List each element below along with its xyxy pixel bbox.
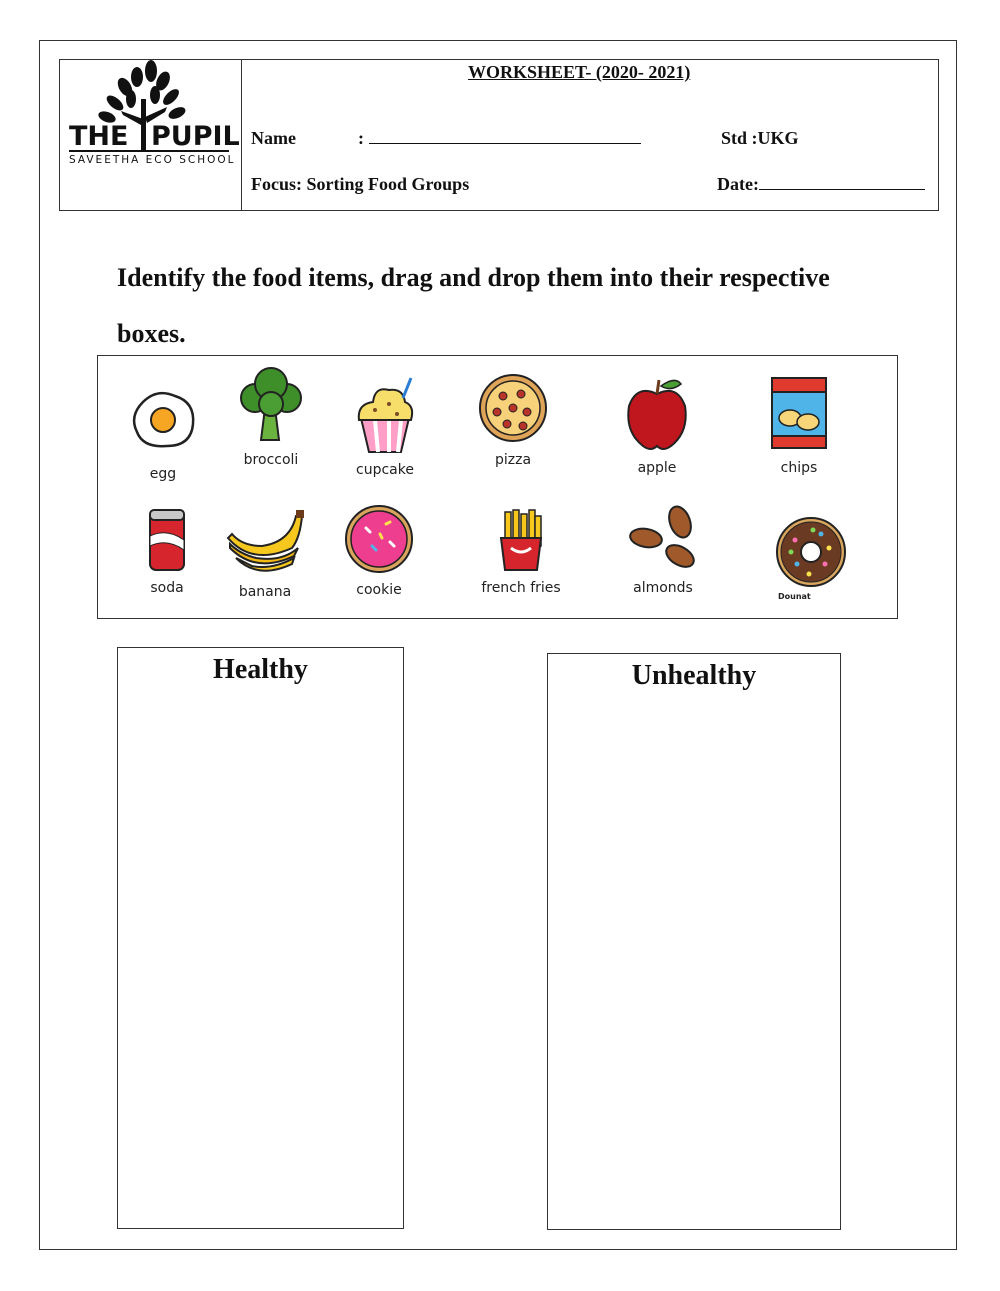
food-label: soda bbox=[150, 580, 184, 596]
name-label: Name bbox=[251, 128, 296, 148]
cookie-icon bbox=[342, 502, 416, 576]
food-label: broccoli bbox=[243, 452, 299, 468]
unhealthy-box-title: Unhealthy bbox=[631, 660, 757, 691]
food-item-chips[interactable] bbox=[744, 374, 854, 476]
french-fries-icon bbox=[491, 508, 551, 574]
date-label: Date: bbox=[717, 174, 759, 194]
name-blank-field[interactable] bbox=[369, 129, 641, 144]
food-item-cupcake[interactable] bbox=[330, 374, 440, 478]
worksheet-title: WORKSHEET- (2020- 2021) bbox=[468, 62, 691, 82]
food-item-broccoli[interactable] bbox=[216, 362, 326, 468]
focus-label: Focus: Sorting Food Groups bbox=[251, 174, 470, 194]
food-label: egg bbox=[149, 466, 177, 482]
food-item-pizza[interactable] bbox=[458, 370, 568, 468]
food-item-almonds[interactable] bbox=[608, 504, 718, 596]
food-items-box bbox=[97, 355, 898, 619]
logo-brand-left: THE bbox=[69, 121, 129, 152]
chips-icon bbox=[764, 374, 834, 454]
food-label: apple bbox=[637, 460, 677, 476]
apple-icon bbox=[617, 374, 697, 454]
food-item-banana[interactable] bbox=[210, 508, 320, 600]
instruction-text: Identify the food items, drag and drop them into their respective boxes. bbox=[117, 263, 830, 348]
logo-brand-right: PUPIL bbox=[151, 121, 240, 152]
food-label: cupcake bbox=[356, 462, 414, 478]
food-label: almonds bbox=[633, 580, 693, 596]
food-item-french-fries[interactable] bbox=[466, 508, 576, 596]
food-label: pizza bbox=[494, 452, 532, 468]
logo-cell bbox=[59, 59, 242, 211]
soda-icon bbox=[142, 506, 192, 574]
banana-icon bbox=[222, 508, 308, 578]
food-item-donut[interactable] bbox=[756, 514, 866, 601]
broccoli-icon bbox=[231, 362, 311, 446]
egg-icon bbox=[123, 380, 203, 460]
food-label: cookie bbox=[356, 582, 402, 598]
food-label: banana bbox=[238, 584, 292, 600]
school-logo-tree-icon bbox=[59, 59, 242, 211]
food-label: Dounat bbox=[778, 592, 811, 601]
food-label: french fries bbox=[481, 580, 561, 596]
cupcake-icon bbox=[345, 374, 425, 456]
food-item-apple[interactable] bbox=[602, 374, 712, 476]
donut-icon bbox=[773, 514, 849, 590]
food-label: chips bbox=[780, 460, 818, 476]
pizza-icon bbox=[475, 370, 551, 446]
healthy-drop-box[interactable] bbox=[117, 647, 404, 1229]
date-blank-field[interactable] bbox=[759, 175, 925, 190]
std-label: Std :UKG bbox=[721, 128, 799, 148]
almonds-icon bbox=[624, 504, 702, 574]
name-colon: : bbox=[358, 128, 364, 148]
unhealthy-drop-box[interactable] bbox=[547, 653, 841, 1230]
food-item-egg[interactable] bbox=[108, 380, 218, 482]
food-item-soda[interactable] bbox=[112, 506, 222, 596]
food-item-cookie[interactable] bbox=[324, 502, 434, 598]
logo-tagline: SAVEETHA ECO SCHOOL bbox=[69, 154, 236, 166]
healthy-box-title: Healthy bbox=[213, 654, 308, 685]
